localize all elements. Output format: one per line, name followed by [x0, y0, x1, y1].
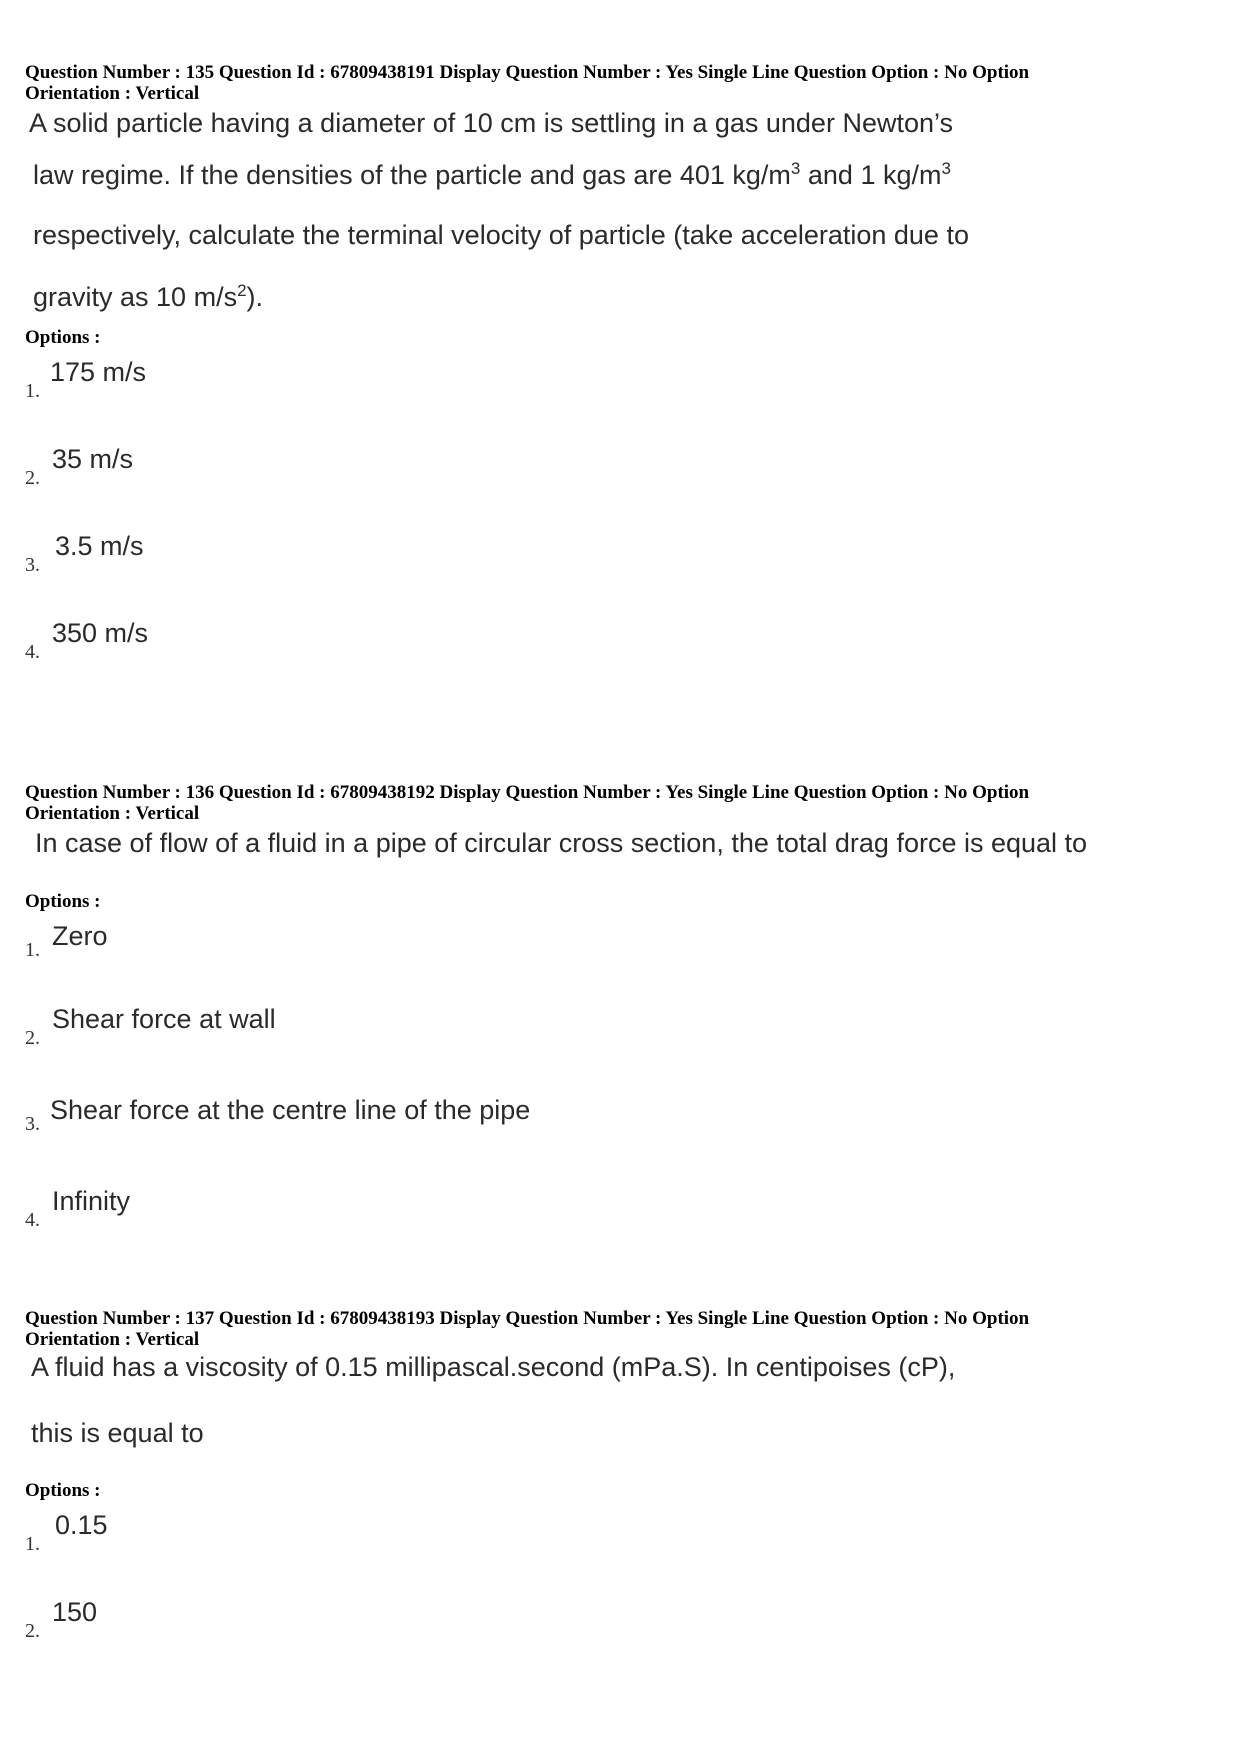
option-2[interactable] — [25, 1597, 1125, 1657]
option-3[interactable] — [25, 1095, 1125, 1155]
question-text-line: gravity as 10 $m/s^2$). — [33, 281, 264, 312]
option-number: 1. — [25, 380, 40, 402]
options-label: Options : — [25, 891, 101, 912]
question-text-line: law regime. If the densities of the particle and gas are 401 $kg/m^3$ and 1 $kg/m^3$ — [33, 159, 951, 190]
option-number: 2. — [25, 1620, 40, 1642]
question-meta-line2: Orientation : Vertical — [25, 83, 200, 104]
question-text-line: respectively, calculate the terminal velocity of particle (take acceleration due to — [33, 220, 969, 250]
option-number: 1. — [25, 1533, 40, 1555]
option-text: 350 m/s — [52, 618, 149, 648]
option-2[interactable] — [25, 1004, 1125, 1064]
option-number: 3. — [25, 1113, 40, 1135]
question-meta-line1: Question Number : 137 Question Id : 67809438193 Display Question Number : Yes Single Line Question Option : No Option — [25, 1308, 1030, 1329]
options-label: Options : — [25, 1480, 101, 1501]
question-text-line: A fluid has a viscosity of 0.15 millipascal.second (mPa.S). In centipoises (cP), — [31, 1352, 956, 1382]
option-text: Zero — [52, 921, 108, 951]
option-number: 2. — [25, 467, 40, 489]
question-meta-line2: Orientation : Vertical — [25, 803, 200, 824]
option-number: 4. — [25, 641, 40, 663]
question-135 — [25, 62, 1185, 663]
question-text-line: this is equal to — [31, 1418, 204, 1448]
option-text: Shear force at the centre line of the pipe — [50, 1095, 531, 1125]
option-1[interactable] — [25, 1510, 1125, 1570]
option-text: 3.5 m/s — [55, 531, 144, 561]
question-meta-line1: Question Number : 135 Question Id : 67809438191 Display Question Number : Yes Single Line Question Option : No Option — [25, 62, 1030, 83]
question-136 — [25, 782, 1185, 1231]
option-2[interactable] — [25, 444, 1125, 504]
option-4[interactable] — [25, 1186, 1125, 1246]
option-number: 4. — [25, 1209, 40, 1231]
option-text: 0.15 — [55, 1510, 108, 1540]
question-meta-line1: Question Number : 136 Question Id : 67809438192 Display Question Number : Yes Single Line Question Option : No Option — [25, 782, 1030, 803]
option-4[interactable] — [25, 618, 1125, 678]
question-text-line: In case of flow of a fluid in a pipe of circular cross section, the total drag force is equal to — [35, 828, 1088, 858]
option-text: 35 m/s — [52, 444, 134, 474]
options-label: Options : — [25, 327, 101, 348]
question-meta-line2: Orientation : Vertical — [25, 1329, 200, 1350]
option-text: Shear force at wall — [52, 1004, 276, 1034]
question-137 — [25, 1308, 1185, 1642]
question-text-line: A solid particle having a diameter of 10 cm is settling in a gas under Newton’s — [29, 108, 953, 138]
option-text: Infinity — [52, 1186, 131, 1216]
option-3[interactable] — [25, 531, 1125, 591]
option-number: 3. — [25, 554, 40, 576]
option-number: 2. — [25, 1027, 40, 1049]
option-1[interactable] — [25, 357, 1125, 417]
option-text: 175 m/s — [50, 357, 147, 387]
option-number: 1. — [25, 939, 40, 961]
option-1[interactable] — [25, 921, 1125, 981]
option-text: 150 — [52, 1597, 98, 1627]
